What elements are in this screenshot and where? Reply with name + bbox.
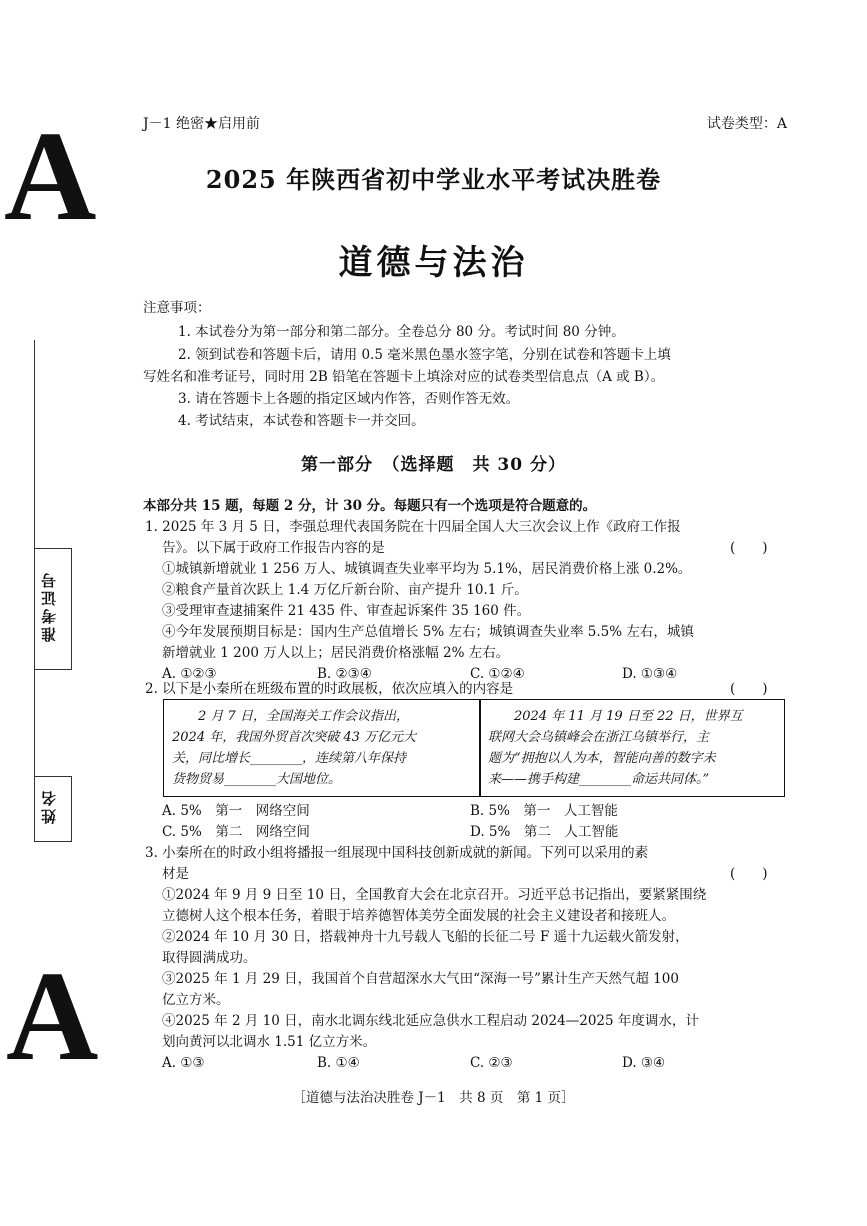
exam-title: 2025 年陕西省初中学业水平考试决胜卷: [205, 165, 662, 194]
q1-option-a: A. ①②③: [162, 666, 217, 682]
q1-option-d: D. ①③④: [622, 666, 678, 682]
q3-line: 立德树人这个根本任务，着眼于培养德智体美劳全面发展的社会主义建设者和接班人。: [162, 908, 675, 924]
q1-line: ④今年发展预期目标是：国内生产总值增长 5% 左右；城镇调查失业率 5.5% 左右，城镇: [162, 624, 694, 640]
q1-answer-paren: ( ): [730, 540, 768, 556]
right-cell-line: 2024 年 11 月 19 日至 22 日，世界互: [488, 709, 743, 724]
q3-line: ②2024 年 10 月 30 日，搭载神舟十九号载人飞船的长征二号 F 遥十九运载火箭发射，: [162, 929, 689, 945]
q1-line: 新增就业 1 200 万人以上；居民消费价格涨幅 2% 左右。: [162, 645, 510, 661]
q1-line: ①城镇新增就业 1 256 万人、城镇调查失业率平均为 5.1%，居民消费价格上涨 0.2%。: [162, 561, 692, 577]
header-right: 试卷类型：A: [706, 116, 787, 132]
q1-line: ②粮食产量首次跃上 1.4 万亿斤新台阶、亩产提升 10.1 斤。: [162, 582, 528, 598]
left-cell-line: 货物贸易________大国地位。: [172, 772, 342, 787]
exam-number-label: 准考证号: [40, 570, 58, 642]
page-footer: ［道德与法治决胜卷 J－1 共 8 页 第 1 页］: [292, 1090, 575, 1106]
right-cell-line: 题为“拥抱以人为本，智能向善的数字未: [488, 751, 716, 766]
left-cell-line: 2 月 7 日，全国海关工作会议指出，: [172, 709, 409, 724]
q1-option-b: B. ②③④: [317, 666, 372, 682]
notice-line: 写姓名和准考证号，同时用 2B 铅笔在答题卡上填涂对应的试卷类型信息点（A 或 B）。: [143, 369, 665, 385]
q2-option-c: C. 5% 第二 网络空间: [162, 824, 310, 840]
notice-line: 2. 领到试卷和答题卡后，请用 0.5 毫米黑色墨水签字笔，分别在试卷和答题卡上填: [178, 347, 671, 363]
part-one-title: 第一部分 （选择题 共 30 分）: [301, 455, 566, 475]
q3-line: 取得圆满成功。: [162, 950, 257, 966]
subject-title: 道德与法治: [338, 243, 529, 283]
q2-stem: 2. 以下是小秦所在班级布置的时政展板，依次应填入的内容是: [145, 681, 514, 697]
part-one-intro: 本部分共 15 题，每题 2 分，计 30 分。每题只有一个选项是符合题意的。: [143, 498, 597, 514]
notice-line: 4. 考试结束，本试卷和答题卡一并交回。: [178, 413, 425, 429]
q2-option-b: B. 5% 第一 人工智能: [470, 803, 618, 819]
q3-line: 划向黄河以北调水 1.51 亿立方米。: [162, 1034, 377, 1050]
paper-type-letter-bottom: A: [6, 945, 99, 1087]
right-cell-line: 联网大会乌镇峰会在浙江乌镇举行，主: [488, 730, 710, 745]
q1-line: 告》。以下属于政府工作报告内容的是: [162, 540, 385, 556]
q3-answer-paren: ( ): [730, 866, 768, 882]
q2-option-d: D. 5% 第二 人工智能: [470, 824, 619, 840]
q3-option-d: D. ③④: [622, 1055, 666, 1071]
q3-option-a: A. ①③: [162, 1055, 205, 1071]
header-left: J－1 绝密★启用前: [143, 116, 260, 132]
left-cell-line: 关，同比增长________，连续第八年保持: [172, 751, 407, 766]
notice-line: 1. 本试卷分为第一部分和第二部分。全卷总分 80 分。考试时间 80 分钟。: [178, 324, 625, 340]
name-label: 姓名: [40, 788, 58, 824]
q3-line: 亿立方米。: [162, 992, 230, 1008]
news-board-divider: [479, 699, 481, 796]
q3-option-b: B. ①④: [317, 1055, 360, 1071]
notice-heading: 注意事项：: [143, 300, 211, 316]
paper-type-letter-top: A: [4, 105, 97, 247]
q1-line: 1. 2025 年 3 月 5 日，李强总理代表国务院在十四届全国人大三次会议上作《政府工作报: [145, 519, 681, 535]
q3-line: ③2025 年 1 月 29 日，我国首个自营超深水大气田“深海一号”累计生产天然气超 100: [162, 971, 679, 987]
q3-option-c: C. ②③: [470, 1055, 513, 1071]
q2-answer-paren: ( ): [730, 681, 768, 697]
q1-line: ③受理审查逮捕案件 21 435 件、审查起诉案件 35 160 件。: [162, 603, 531, 619]
q2-option-a: A. 5% 第一 网络空间: [162, 803, 310, 819]
left-cell-line: 2024 年，我国外贸首次突破 43 万亿元大: [172, 730, 417, 745]
right-cell-line: 来——携手构建________命运共同体。”: [488, 772, 710, 787]
q3-line: 材是: [162, 866, 189, 882]
q1-option-c: C. ①②④: [470, 666, 525, 682]
notice-line: 3. 请在答题卡上各题的指定区域内作答，否则作答无效。: [178, 391, 520, 407]
q3-line: ①2024 年 9 月 9 日至 10 日，全国教育大会在北京召开。习近平总书记指出，要紧紧围绕: [162, 887, 707, 903]
q3-line: ④2025 年 2 月 10 日，南水北调东线北延应急供水工程启动 2024—2025 年度调水，计: [162, 1013, 699, 1029]
q3-line: 3. 小秦所在的时政小组将播报一组展现中国科技创新成就的新闻。下列可以采用的素: [145, 845, 649, 861]
